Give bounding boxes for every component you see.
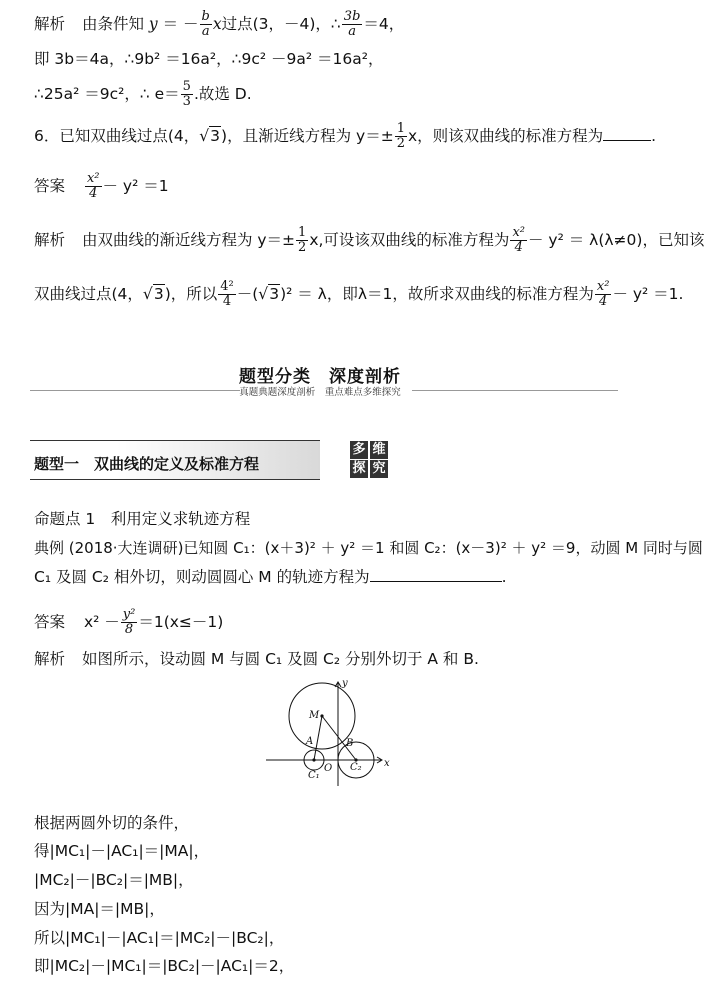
answer-label: 答案 [34, 177, 66, 195]
example-text: . [501, 568, 507, 586]
badge-char: 探 [350, 460, 368, 478]
solution-line-2: 即 3b＝4a，∴9b² ＝16a²，∴9c² －9a² ＝16a²， [34, 50, 384, 68]
y-axis-label: y [342, 678, 348, 689]
solution-text: )² ＝ λ，即λ＝1，故所求双曲线的标准方程为 [280, 285, 594, 303]
proof-line-1: 根据两圆外切的条件， [34, 814, 190, 832]
m-label: M [309, 710, 320, 721]
fraction-x2-over-4: $\frac{\text{x²}}{4}$ [596, 279, 610, 309]
question-6: 6．已知双曲线过点(4，√3)，且渐近线方程为 y＝± $\frac{1}{2}$ x，则该双曲线的标准方程为 . [34, 121, 657, 151]
fraction-3b-over-a: $\frac{3b}{a}$ [343, 9, 361, 39]
b-label: B [346, 738, 354, 749]
solution-text: 过点(3，－4)，∴ [221, 15, 341, 33]
badge-char: 维 [370, 441, 388, 459]
sqrt-3: 3 [269, 285, 280, 303]
proposition-point: 命题点 1 利用定义求轨迹方程 [34, 510, 251, 528]
fraction-half: $\frac{1}{2}$ [298, 225, 307, 255]
solution-6-line-2: 双曲线过点(4，√3)，所以 $\frac{\text{4²}}{4}$ －(√3)² ＝ λ，即λ＝1，故所求双曲线的标准方程为 $\frac{\text{x²}}{4}$ － y² ＝1. [34, 279, 684, 309]
solution-text: 如图所示，设动圆 M 与圆 C₁ 及圆 C₂ 分别外切于 A 和 B. [81, 650, 479, 668]
badge-char: 究 [370, 460, 388, 478]
solution-text: － y² ＝1. [612, 285, 684, 303]
fraction-4sq-over-4: $\frac{\text{4²}}{4}$ [220, 279, 234, 309]
solution-text: ∴25a² ＝9c²，∴ e＝ [34, 85, 180, 103]
solution-text: ＝4， [363, 15, 405, 33]
solution-example [34, 648, 620, 670]
sqrt-3: 3 [153, 285, 164, 303]
solution-text: 由双曲线的渐近线方程为 y＝± [81, 231, 296, 249]
fraction-y2-over-8: $\frac{\text{y²}}{8}$ [122, 607, 136, 637]
answer-text: x² － [83, 613, 120, 631]
answer-text: ＝1(x≤－1) [138, 613, 224, 631]
section-subtitle: 真题典题深度剖析 重点难点多维探究 [239, 387, 401, 398]
solution-text: 双曲线过点(4， [34, 285, 143, 303]
solution-label: 解析 [34, 650, 66, 668]
x-axis-label: x [384, 758, 390, 769]
fraction-5-over-3: $\frac{5}{3}$ [182, 79, 191, 109]
point-m [320, 714, 323, 717]
example-line-2 [34, 566, 620, 588]
point-c1 [312, 758, 315, 761]
answer-label: 答案 [34, 613, 66, 631]
proof-line-5: 所以|MC₁|－|AC₁|＝|MC₂|－|BC₂|， [34, 929, 285, 947]
answer-blank [603, 126, 651, 141]
solution-text: 由条件知 [81, 15, 144, 33]
segment-mc1 [314, 716, 322, 760]
c1-label: C₁ [308, 770, 320, 781]
solution-text: －( [236, 285, 259, 303]
solution-line-3 [34, 80, 620, 109]
question-text: . [651, 127, 657, 145]
proof-line-3: |MC₂|－|BC₂|＝|MB|， [34, 871, 194, 889]
solution-6-line-1 [34, 225, 704, 255]
solution-line-1: 解析 由条件知 y ＝ － $\frac{b}{a}$ x过点(3，－4)，∴ $\frac{3b}{a}$ ＝4， [34, 9, 405, 39]
topic-bar [30, 440, 386, 478]
origin-label: O [324, 763, 333, 774]
section-title: 题型分类 深度剖析 [239, 367, 401, 387]
solution-text: )，所以 [164, 285, 218, 303]
solution-text: － y² ＝ λ(λ≠0)，已知该 [527, 231, 704, 249]
solution-label: 解析 [34, 231, 66, 249]
answer-text: － y² ＝1 [102, 177, 169, 195]
example-line-1: 典例 (2018·大连调研)已知圆 C₁：(x＋3)² ＋ y² ＝1 和圆 C₂：(x－3)² ＋ y² ＝9，动圆 M 同时与圆 [34, 539, 703, 557]
proof-line-6: 即|MC₂|－|MC₁|＝|BC₂|－|AC₁|＝2， [34, 957, 295, 975]
topic-label: 题型一 双曲线的定义及标准方程 [34, 455, 260, 473]
solution-text: .故选 D. [193, 85, 252, 103]
question-text: )，且渐近线方程为 y＝± [221, 127, 394, 145]
solution-text: x,可设该双曲线的标准方程为 [309, 231, 510, 249]
question-text: 6．已知双曲线过点(4， [34, 127, 200, 145]
fraction-half: $\frac{1}{2}$ [396, 121, 405, 151]
sqrt-3: 3 [210, 127, 221, 145]
proof-line-4: 因为|MA|＝|MB|， [34, 900, 165, 918]
answer-blank [370, 567, 502, 582]
example-text: C₁ 及圆 C₂ 相外切，则动圆圆心 M 的轨迹方程为 [34, 568, 370, 586]
fraction-x2-over-4: $\frac{\text{x²}}{4}$ [86, 171, 100, 201]
fraction-b-over-a: $\frac{b}{a}$ [201, 9, 210, 39]
fraction-x2-over-4: $\frac{\text{x²}}{4}$ [512, 225, 525, 255]
question-text: x，则该双曲线的标准方程为 [407, 127, 604, 145]
answer-example [34, 608, 620, 637]
c2-label: C₂ [350, 762, 362, 773]
solution-label: 解析 [34, 15, 66, 33]
badge-char: 多 [350, 441, 368, 459]
circle-figure [262, 674, 392, 789]
topic-badge [320, 440, 392, 478]
a-label: A [306, 736, 314, 747]
proof-line-2: 得|MC₁|－|AC₁|＝|MA|， [34, 842, 210, 860]
answer-6 [34, 172, 620, 201]
